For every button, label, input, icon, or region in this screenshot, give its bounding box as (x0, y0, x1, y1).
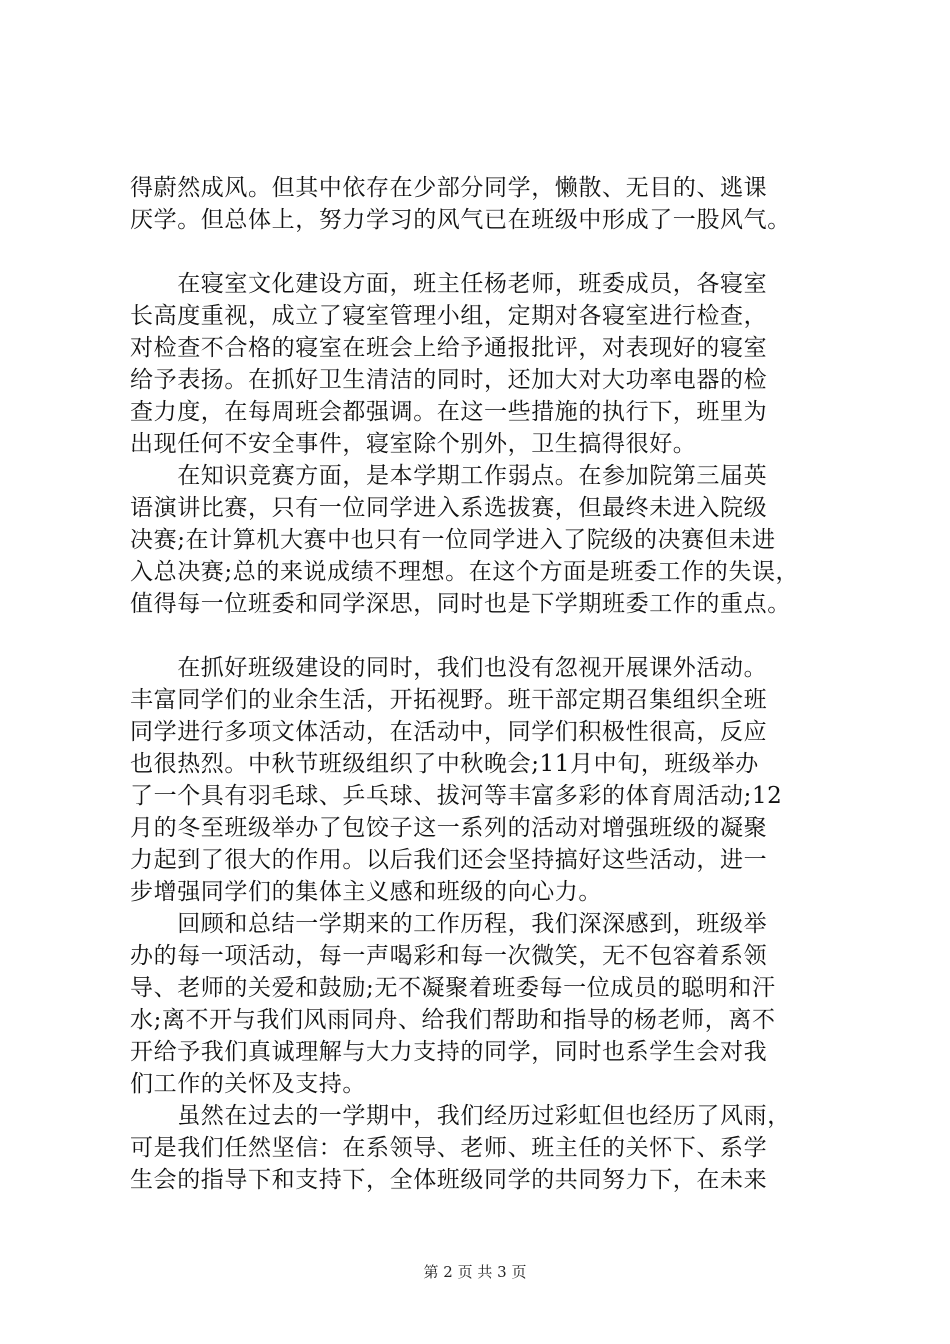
text-line: 值得每一位班委和同学深思，同时也是下学期班委工作的重点。 (130, 591, 791, 617)
text-line: 丰富同学们的业余生活，开拓视野。班干部定期召集组织全班 (130, 687, 768, 713)
text-line: 们工作的关怀及支持。 (130, 1071, 366, 1097)
text-line: 月的冬至班级举办了包饺子这一系列的活动对增强班级的凝聚 (130, 815, 768, 841)
text-line: 在抓好班级建设的同时，我们也没有忽视开展课外活动。 (130, 655, 768, 681)
text-line: 虽然在过去的一学期中，我们经历过彩虹但也经历了风雨， (130, 1103, 791, 1129)
text-line: 开给予我们真诚理解与大力支持的同学，同时也系学生会对我 (130, 1039, 768, 1065)
text-line: 入总决赛;总的来说成绩不理想。在这个方面是班委工作的失误， (130, 559, 800, 585)
text-line: 也很热烈。中秋节班级组织了中秋晚会;11月中旬，班级举办 (130, 751, 759, 777)
text-line: 厌学。但总体上，努力学习的风气已在班级中形成了一股风气。 (130, 207, 791, 233)
text-line: 可是我们任然坚信：在系领导、老师、班主任的关怀下、系学 (130, 1135, 768, 1161)
text-line: 查力度，在每周班会都强调。在这一些措施的执行下，班里为 (130, 399, 768, 425)
text-line: 长高度重视，成立了寝室管理小组，定期对各寝室进行检查， (130, 303, 768, 329)
text-line: 决赛;在计算机大赛中也只有一位同学进入了院级的决赛但未进 (130, 527, 776, 553)
text-line: 导、老师的关爱和鼓励;无不凝聚着班委每一位成员的聪明和汗 (130, 975, 776, 1001)
text-line: 力起到了很大的作用。以后我们还会坚持搞好这些活动，进一 (130, 847, 768, 873)
text-line: 生会的指导下和支持下，全体班级同学的共同努力下，在未来 (130, 1167, 768, 1193)
text-line: 在寝室文化建设方面，班主任杨老师，班委成员，各寝室 (130, 271, 768, 297)
text-line: 出现任何不安全事件，寝室除个别外，卫生搞得很好。 (130, 431, 697, 457)
text-line: 同学进行多项文体活动，在活动中，同学们积极性很高，反应 (130, 719, 768, 745)
text-line: 水;离不开与我们风雨同舟、给我们帮助和指导的杨老师，离不 (130, 1007, 776, 1033)
text-line: 对检查不合格的寝室在班会上给予通报批评，对表现好的寝室 (130, 335, 768, 361)
text-line: 语演讲比赛，只有一位同学进入系选拔赛，但最终未进入院级 (130, 495, 768, 521)
page-footer: 第 2 页 共 3 页 (423, 1263, 527, 1281)
text-line: 了一个具有羽毛球、乒乓球、拔河等丰富多彩的体育周活动;12 (130, 783, 783, 809)
text-line: 办的每一项活动，每一声喝彩和每一次微笑，无不包容着系领 (130, 943, 768, 969)
text-line: 回顾和总结一学期来的工作历程，我们深深感到，班级举 (130, 911, 768, 937)
text-line: 步增强同学们的集体主义感和班级的向心力。 (130, 879, 602, 905)
text-line: 在知识竞赛方面，是本学期工作弱点。在参加院第三届英 (130, 463, 768, 489)
text-line: 得蔚然成风。但其中依存在少部分同学，懒散、无目的、逃课 (130, 175, 768, 201)
text-line: 给予表扬。在抓好卫生清洁的同时，还加大对大功率电器的检 (130, 367, 768, 393)
